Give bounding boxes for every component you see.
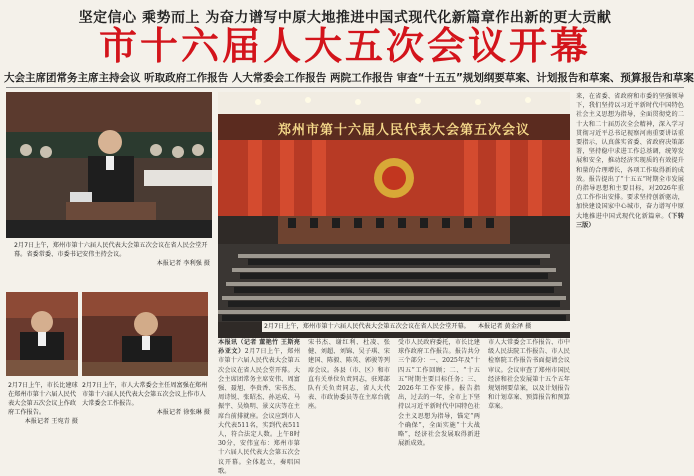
photo-speaker-podium [6, 92, 212, 238]
article-text: 受市人民政府委托，市长比建球作政府工作报告。报告共分三个部分：一、2025年及“十四五”工作回顾；二、“十五五”时期主要目标任务；三、2026年工作安排。报告指出，过去的一年，全市上下坚持以习近平新时代中国特色社会主义思想为指导，锚定“两个确保”，全面实施“十大战略”，经济社会发展取得新进展新成效。 [398, 339, 480, 448]
article-column-4 [488, 338, 570, 432]
photo-mayor [6, 292, 78, 376]
article-column-2 [308, 338, 390, 432]
divider [6, 87, 684, 88]
continued-note: （下转三版） [576, 212, 684, 229]
assembly-banner: 郑州市第十六届人民代表大会第五次会议 [278, 123, 531, 138]
article-right-column [576, 92, 684, 432]
photo-credit: 本报记者 徐张琳 摄 [156, 409, 210, 416]
kicker-line: 坚定信心 乘势而上 为奋力谱写中原大地推进中国式现代化新篇章作出新的更大贡献 [78, 10, 612, 26]
caption-congress-director [82, 381, 210, 417]
article-lead: 2月7日上午，郑州市第十六届人民代表大会第五次会议在省人民会堂开幕。 [218, 348, 301, 374]
article-text: 市人大常委会工作报告、市中级人民法院工作报告、市人民检察院工作报告书面提请会议审议。会议审查了郑州市国民经济和社会发展第十五个五年规划纲要草案，以及计划报告和计划草案、预算报告和预算草案。 [488, 339, 570, 411]
photo-credit: 本报记者 王宛青 摄 [24, 418, 78, 425]
article-body [218, 338, 570, 475]
caption-text: 2月7日上午，郑州市第十六届人民代表大会第五次会议在省人民会堂开幕。省委常委、市委书记安伟主持会议。 [14, 242, 208, 258]
photo-assembly-hall [218, 92, 570, 338]
photo-credit: 本报记者 黄金泽 摄 [477, 323, 532, 330]
subhead: 大会主席团常务主席主持会议 听取政府工作报告 人大常委会工作报告 两院工作报告 审查“十五五”规划纲要草案、计划报告和草案、预算报告和草案 [4, 72, 694, 84]
photo-credit: 本报记者 李利强 摄 [156, 260, 210, 267]
caption-text: 2月7日上午，市长比建球在郑州市第十六届人民代表大会第五次会议上作政府工作报告。 [8, 382, 78, 416]
photo-congress-director [82, 292, 208, 376]
article-text: 宋书杰、谢红利、杜凌、张健、刘超、刘锦、吴子琪、宋建国、陈毅、陈英、郭骏等列席会议。各县（市、区）和市直有关单位负责同志，驻郑部队有关负责同志，省人大代表、市政协委员等在主席台就座。 [308, 339, 390, 411]
caption-mayor [8, 381, 78, 426]
article-column-1 [218, 338, 301, 475]
article-text: 大会主席团常务主席安伟、周富强、聂旭、李贵香、宋书杰、周诗锐、张昭杰、孙运成、马振宇、吴焕明、景义庆等在主席台前排就座。会议应到市人大代表511名，实到代表511人，符合法定人数。上午8时30分，安伟宣布：郑州市第十六届人民代表大会第五次会议开幕。全体起立，奏唱国歌。 [218, 366, 300, 475]
caption-assembly-hall [262, 321, 572, 332]
headline: 市十六届人大五次会议开幕 [98, 24, 591, 68]
article-column-3 [398, 338, 480, 448]
caption-speaker-podium [14, 241, 210, 268]
article-text: 来，在省委、省政府和市委的坚强领导下，我们坚持以习近平新时代中国特色社会主义思想为指导，全面贯彻党的二十大和二十届历次全会精神，深入学习贯彻习近平总书记视察河南重要讲话重要指示，认真落实省委、省政府决策部署，坚持稳中求进工作总基调，统筹发展和安全，推动经济实现质的有效提升和量的合理增长，各项工作取得新的成效。报告提出了“十五五”时期全市发展的指导思想和主要目标，对2026年重点工作作出安排。要求坚持创新驱动，加快建设国家中心城市，奋力谱写中原大地推进中国式现代化新篇章。 [576, 93, 684, 220]
article-byline: 本报讯（记者 董艳竹 王斯亮 孙亚文） [218, 339, 300, 356]
caption-text: 2月7日上午，市人大常委会主任周富强在郑州市第十六届人民代表大会第五次会议上作市人大常委会工作报告。 [82, 382, 208, 407]
caption-text: 2月7日上午，郑州市第十六届人民代表大会第五次会议在省人民会堂开幕。 [264, 323, 470, 330]
